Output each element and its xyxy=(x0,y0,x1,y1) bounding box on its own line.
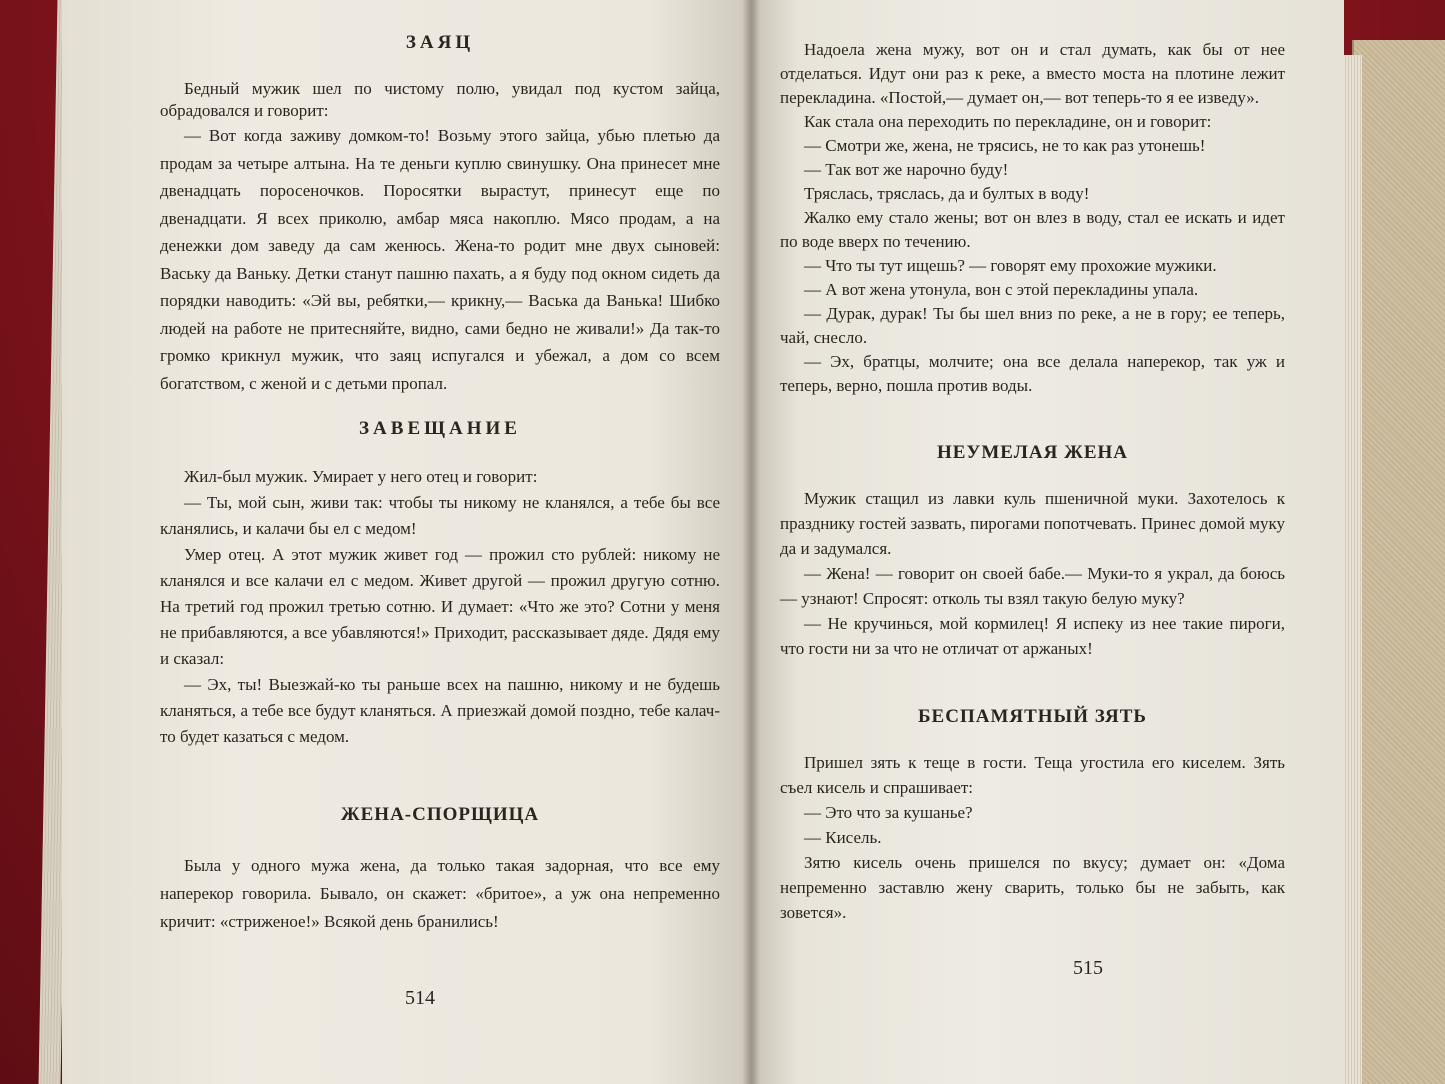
story-paragraph: Умер отец. А этот мужик живет год — прожил сто рублей: никому не кланялся и все калачи ел с медом. Живет другой — прожил другую сотню. На третий год прожил третью сотню. И думает: «Что же это? Сотни у меня не прибавляются, а все убавляются!» Приходит, рассказывает дяде. Дядя ему и сказал: xyxy=(160,545,720,668)
story-paragraph: — Ты, мой сын, живи так: чтобы ты никому не кланялся, а тебе бы все кланялись, и калачи бы ел с медом! xyxy=(160,493,720,538)
story-paragraph: — Это что за кушанье? xyxy=(804,803,973,822)
story-paragraph: — Кисель. xyxy=(804,828,882,847)
story-paragraph: — Эх, ты! Выезжай-ко ты раньше всех на пашню, никому и не будешь кланяться, а тебе все будут кланяться. А приезжай домой поздно, тебе калач-то будет казаться с медом. xyxy=(160,675,720,746)
story-paragraph: — Что ты тут ищешь? — говорят ему прохожие мужики. xyxy=(804,256,1217,275)
story-paragraph: Тряслась, тряслась, да и бултых в воду! xyxy=(804,184,1090,203)
book-cover-cloth xyxy=(1352,40,1445,1084)
story-paragraph: — Дурак, дурак! Ты бы шел вниз по реке, а не в гору; ее теперь, чай, снесло. xyxy=(780,304,1285,347)
story-continuation xyxy=(780,38,1285,398)
story-paragraph: Зятю кисель очень пришелся по вкусу; думает он: «Дома непременно заставлю жену сварить, только бы не забыть, как зовется». xyxy=(780,853,1285,922)
story-title: БЕСПАМЯТНЫЙ ЗЯТЬ xyxy=(917,706,1147,727)
story-paragraph: — Так вот же нарочно буду! xyxy=(804,160,1009,179)
story-paragraph: — Смотри же, жена, не трясись, не то как раз утонешь! xyxy=(804,136,1206,155)
story-paragraph: — Не кручинься, мой кормилец! Я испеку из нее такие пироги, что гости ни за что не отличат от аржаных! xyxy=(780,614,1285,658)
story-title: ЗАВЕЩАНИЕ xyxy=(359,418,521,439)
story-paragraph: Жил-был мужик. Умирает у него отец и говорит: xyxy=(184,467,538,486)
story-title: НЕУМЕЛАЯ ЖЕНА xyxy=(936,442,1129,463)
story-paragraph: Надоела жена мужу, вот он и стал думать, как бы от нее отделаться. Идут они раз к реке, а вместо моста на плотине лежит перекладина. «Постой,— думает он,— вот теперь-то я ее изведу». xyxy=(780,40,1285,107)
story-paragraph: Как стала она переходить по перекладине, он и говорит: xyxy=(804,112,1212,131)
story-bespamyatny-zyat xyxy=(780,706,1285,925)
page-number-left: 514 xyxy=(405,987,435,1009)
story-neumelaya-zhena xyxy=(780,442,1285,661)
story-paragraph: Бедный мужик шел по чистому полю, увидал под кустом зайца, обрадовался и говорит: xyxy=(160,79,720,120)
story-paragraph: — Вот когда заживу домком-то! Возьму этого зайца, убью плетью да продам за четыре алтына. На те деньги куплю свинушку. Она принесет мне двенадцать поросеночков. Поросятки вырастут, принесут еще по двенадцати. Я всех приколю, амбар мяса накоплю. Мясо продам, а на денежки дом заведу да сам женюсь. Жена-то родит мне двух сыновей: Ваську да Ваньку. Детки станут пашню пахать, а я буду под окном сидеть да порядки наводить: «Эй вы, ребятки,— крикну,— Васька да Ванька! Шибко людей на работе не притесняйте, видно, сами бедно не живали!» Да так-то громко крикнул мужик, что заяц испугался и убежал, а дом со всем богатством, с женой и с детьми пропал. xyxy=(160,126,720,393)
story-paragraph: — Жена! — говорит он своей бабе.— Муки-то я украл, да боюсь — узнают! Спросят: отколь ты взял такую белую муку? xyxy=(780,564,1285,608)
story-title: ЖЕНА-СПОРЩИЦА xyxy=(340,804,540,825)
story-zayats xyxy=(160,32,720,397)
story-paragraph: — А вот жена утонула, вон с этой перекладины упала. xyxy=(804,280,1199,299)
left-page-content xyxy=(160,32,720,1072)
story-paragraph: Мужик стащил из лавки куль пшеничной муки. Захотелось к празднику гостей зазвать, пирогами попотчевать. Принес домой муку да и задумался. xyxy=(780,489,1285,558)
story-paragraph: Была у одного мужа жена, да только такая задорная, что все ему наперекор говорила. Бывало, он скажет: «бритое», а уж она непременно кричит: «стриженое!» Всякой день бранились! xyxy=(160,856,720,931)
story-zhena-sporshchitsa xyxy=(160,804,720,936)
story-title: ЗАЯЦ xyxy=(405,32,475,53)
right-page-content xyxy=(780,38,1285,1038)
book-gutter xyxy=(742,0,760,1084)
page-number-right: 515 xyxy=(1073,957,1103,979)
story-paragraph: — Эх, братцы, молчите; она все делала наперекор, так уж и теперь, верно, пошла против воды. xyxy=(780,352,1285,395)
story-paragraph: Пришел зять к теще в гости. Теща угостила его киселем. Зять съел кисель и спрашивает: xyxy=(780,753,1285,797)
story-zaveshchanie xyxy=(160,418,720,750)
story-paragraph: Жалко ему стало жены; вот он влез в воду, стал ее искать и идет по воде вверх по течению. xyxy=(780,208,1285,251)
